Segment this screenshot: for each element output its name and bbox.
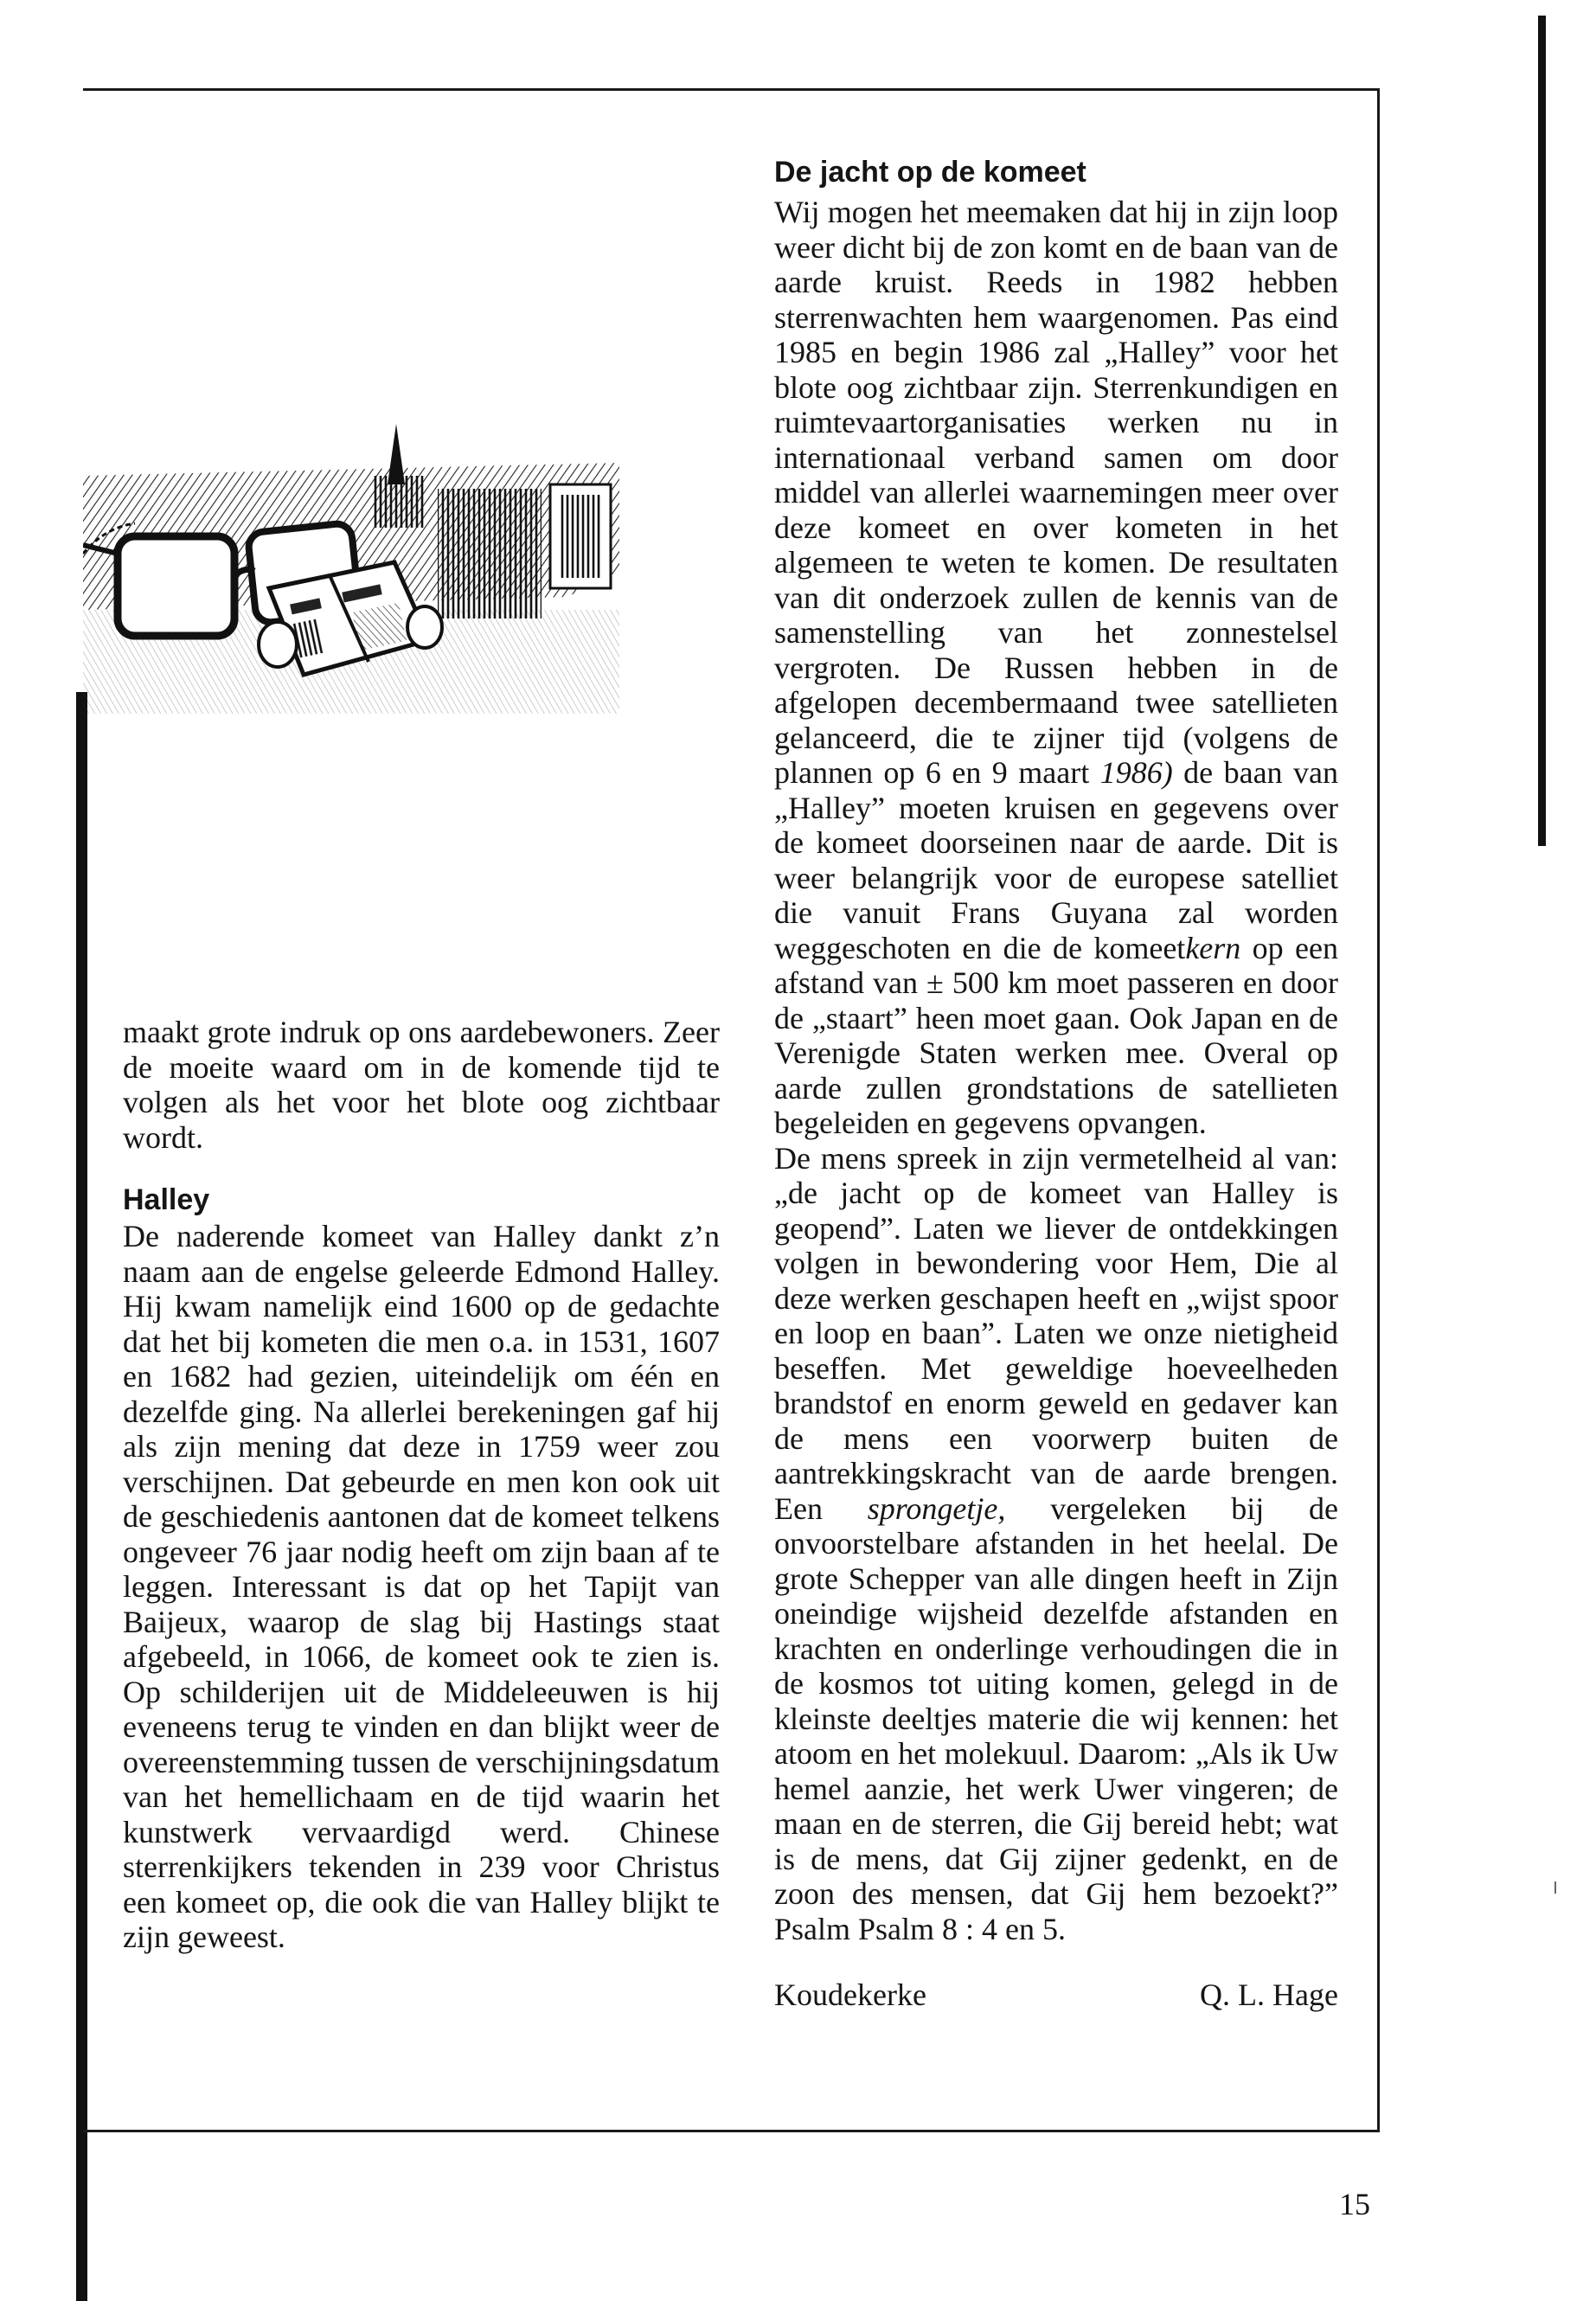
left-column	[123, 1015, 720, 1955]
left-edge-bar	[76, 692, 87, 2301]
left-intro-paragraph: maakt grote indruk op ons aardebewoners. Zeer de moeite waard om in de komende tijd te volgen als het voor het blote oog zichtbaar wordt.	[123, 1015, 720, 1155]
comet-hunt-paragraph	[774, 195, 1338, 1141]
paragraph-text: vergeleken bij de onvoorstelbare afstanden in het heelal. De grote Schepper van alle dingen heeft in Zijn oneindige wijsheid dezelfde afstanden en krachten en onderlinge verhoudingen die in de kosmos tot uiting komen, gelegd in de kleinste deeltjes materie die wij kennen: het atoom en het molekuul. Daarom: „Als ik Uw hemel aanzie, het werk Uwer vingeren; de maan en de sterren, die Gij bereid hebt; wat is de mens, dat Gij zijner gedenkt, en de zoon des mensen, dat Gij hem bezoekt?” Psalm Psalm 8 : 4 en 5.	[774, 1490, 1338, 1946]
scan-mark	[1554, 1881, 1556, 1894]
italic-kern: kern	[1185, 930, 1241, 965]
italic-sprongetje: sprongetje,	[867, 1490, 1006, 1526]
signature-line	[774, 1977, 1338, 2013]
paragraph-text: de baan van „Halley” moeten kruisen en gegevens over de komeet doorseinen naar de aarde. Dit is weer belangrijk voor de europese satelliet die vanuit Frans Guyana zal worden weggeschoten en die de komeet	[774, 755, 1339, 965]
paragraph-text: Wij mogen het meemaken dat hij in zijn loop weer dicht bij de zon komt en de baan van de aarde kruist. Reeds in 1982 hebben sterrenwachten hem waargenomen. Pas eind 1985 en begin 1986 zal „Halley” voor het blote oog zichtbaar zijn. Sterrenkundigen en ruimtevaartorganisaties werken nu in internationaal verband samen om door middel van allerlei waarnemingen meer over deze komeet en over kometen in het algemeen te weten te komen. De resultaten van dit onderzoek zullen de kennis van de samenstelling van het zonnestelsel vergroten. De Russen hebben in de afgelopen decembermaand twee satellieten gelanceerd, die te zijner tijd (volgens de plannen op 6 en 9 maart	[774, 195, 1338, 790]
top-rule	[83, 88, 1379, 91]
paragraph-text: op een afstand van ± 500 km moet passeren en door de „staart” heen moet gaan. Ook Japan en de Verenigde Staten werken mee. Overal op aarde zullen grondstations de satellieten begeleiden en gegevens opvangen.	[774, 930, 1338, 1140]
page-number: 15	[1339, 2187, 1370, 2221]
bottom-rule	[83, 2130, 1379, 2132]
newspaper-reader-illustration	[83, 424, 619, 722]
right-edge-bar	[1538, 16, 1546, 846]
box-right-border	[1377, 88, 1380, 2132]
halley-paragraph: De naderende komeet van Halley dankt z’n naam aan de engelse geleerde Edmond Halley. Hij kwam namelijk eind 1600 op de gedachte dat het bij kometen die men o.a. in 1531, 1607 en 1682 had gezien, uiteindelijk om één en dezelfde ging. Na allerlei berekeningen gaf hij als zijn mening dat deze in 1759 weer zou verschijnen. Dat gebeurde en men kon ook uit de geschiedenis aantonen dat de komeet telkens ongeveer 76 jaar nodig heeft om zijn baan af te leggen. Interessant is dat op het Tapijt van Baijeux, waarop de slag bij Hastings staat afgebeeld, in 1066, de komeet ook te zien is. Op schilderijen uit de Middeleeuwen is hij eveneens terug te vinden en dan blijkt weer de overeenstemming tussen de verschijningsdatum van het hemellichaam en de tijd waarin het kunstwerk vervaardigd werd. Chinese sterrenkijkers tekenden in 239 voor Christus een komeet op, die ook die van Halley blijkt te zijn geweest.	[123, 1219, 720, 1954]
paragraph-text: De mens spreek in zijn vermetelheid al van: „de jacht op de komeet van Halley is geopend”. Laten we liever de ontdekkingen volgen in bewondering voor Hem, Die al deze werken geschapen heeft en „wijst spoor en loop en baan”. Laten we onze nietigheid beseffen. Met geweldige hoeveelheden brandstof en enorm geweld en gedaver kan de mens een voorwerp buiten de aantrekkingskracht van de aarde brengen. Een	[774, 1140, 1338, 1526]
article-heading: De jacht op de komeet	[774, 156, 1086, 189]
halley-heading: Halley	[123, 1183, 210, 1216]
reflection-paragraph	[774, 1141, 1338, 1947]
right-column	[774, 155, 1338, 2013]
signature-author: Q. L. Hage	[1200, 1977, 1338, 2012]
signature-place: Koudekerke	[774, 1977, 926, 2012]
italic-date: 1986)	[1099, 755, 1173, 790]
